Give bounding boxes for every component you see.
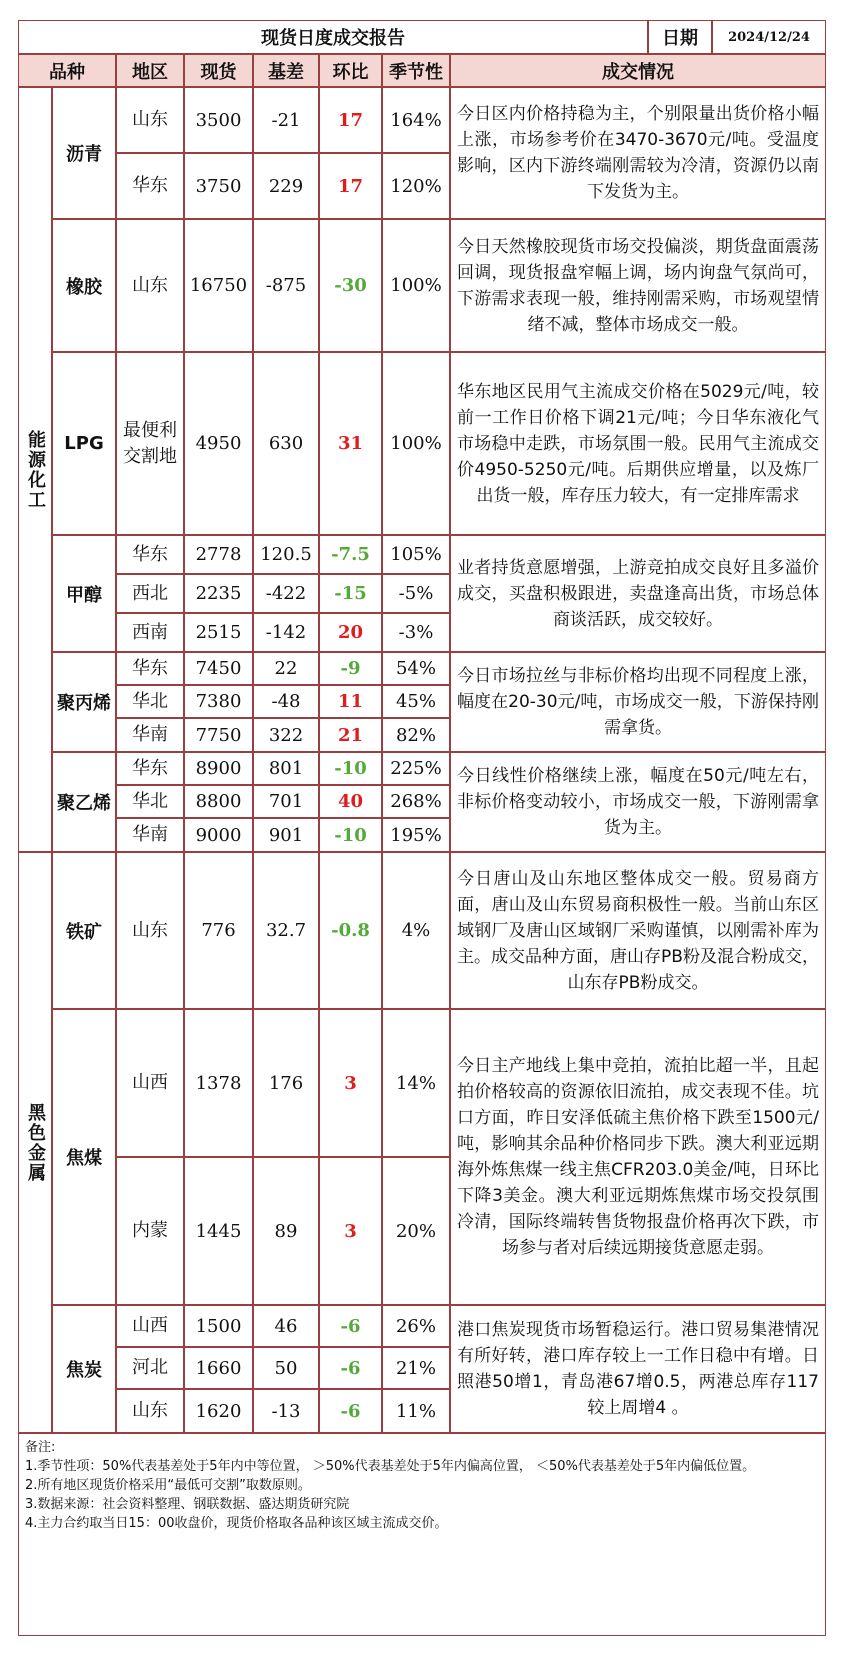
change-cell: -6 — [319, 1347, 382, 1389]
region-cell: 华东 — [116, 153, 184, 219]
basis-cell: 630 — [253, 352, 319, 535]
change-cell: 17 — [319, 87, 382, 153]
basis-cell: 46 — [253, 1305, 319, 1347]
product-name: 焦炭 — [52, 1305, 116, 1433]
seasonality-cell: 14% — [382, 1009, 450, 1157]
change-cell: -9 — [319, 652, 382, 685]
trading-description-text: 今日天然橡胶现货市场交投偏淡，期货盘面震荡回调，现货报盘窄幅上调，场内询盘气氛尚可，下游需求表现一般，维持刚需采购，市场观望情绪不减，整体市场成交一般。 — [457, 236, 819, 335]
spot-price-cell: 776 — [184, 852, 253, 1009]
basis-cell: 229 — [253, 153, 319, 219]
spot-price-cell: 4950 — [184, 352, 253, 535]
spot-price-cell: 16750 — [184, 219, 253, 352]
product-name: LPG — [52, 352, 116, 535]
trading-description — [450, 752, 826, 852]
spot-price-cell: 1620 — [184, 1389, 253, 1433]
trading-description — [450, 219, 826, 352]
date-label: 日期 — [648, 20, 712, 54]
region-cell: 山西 — [116, 1009, 184, 1157]
notes-block — [18, 1433, 826, 1636]
change-cell: -0.8 — [319, 852, 382, 1009]
region-cell: 华东 — [116, 752, 184, 785]
product-name: 甲醇 — [52, 535, 116, 652]
basis-cell: -142 — [253, 613, 319, 652]
product-name: 橡胶 — [52, 219, 116, 352]
basis-cell: 801 — [253, 752, 319, 785]
basis-cell: 89 — [253, 1157, 319, 1305]
spot-price-cell: 3750 — [184, 153, 253, 219]
trading-description-text: 业者持货意愿增强，上游竞拍成交良好且多溢价成交，买盘积极跟进，卖盘逢高出货，市场总体商谈活跃，成交较好。 — [457, 557, 819, 630]
region-cell: 山东 — [116, 1389, 184, 1433]
seasonality-cell: 225% — [382, 752, 450, 785]
trading-description — [450, 1305, 826, 1433]
change-cell: 21 — [319, 718, 382, 752]
note-item: 4.主力合约取当日15：00收盘价，现货价格取各品种该区域主流成交价。 — [25, 1516, 448, 1531]
change-cell: 3 — [319, 1009, 382, 1157]
product-name: 聚丙烯 — [52, 652, 116, 752]
seasonality-cell: 4% — [382, 852, 450, 1009]
change-cell: -6 — [319, 1305, 382, 1347]
group-energy-chemicals: 能源化工 — [18, 87, 52, 852]
region-cell: 河北 — [116, 1347, 184, 1389]
seasonality-cell: 82% — [382, 718, 450, 752]
basis-cell: 901 — [253, 818, 319, 852]
trading-description — [450, 352, 826, 535]
trading-description-text: 港口焦炭现货市场暂稳运行。港口贸易集港情况有所好转，港口库存较上一工作日稳中有增。日照港50增1，青岛港67增0.5，两港总库存117较上周增4 。 — [457, 1320, 819, 1418]
change-cell: 3 — [319, 1157, 382, 1305]
seasonality-cell: 54% — [382, 652, 450, 685]
trading-description-text: 今日区内价格持稳为主，个别限量出货价格小幅上涨，市场参考价在3470-3670元/吨。受温度影响，区内下游终端刚需较为冷清，资源仍以南下发货为主。 — [457, 104, 819, 202]
change-cell: -30 — [319, 219, 382, 352]
header-seasonality: 季节性 — [382, 54, 450, 87]
note-item: 2.所有地区现货价格采用“最低可交割”取数原则。 — [25, 1478, 311, 1493]
basis-cell: 32.7 — [253, 852, 319, 1009]
basis-cell: -21 — [253, 87, 319, 153]
seasonality-cell: 105% — [382, 535, 450, 574]
trading-description — [450, 852, 826, 1009]
trading-description — [450, 1009, 826, 1305]
region-cell: 华南 — [116, 818, 184, 852]
seasonality-cell: 26% — [382, 1305, 450, 1347]
trading-description — [450, 652, 826, 752]
report-title: 现货日度成交报告 — [18, 20, 648, 54]
seasonality-cell: -5% — [382, 574, 450, 613]
seasonality-cell: 120% — [382, 153, 450, 219]
region-cell: 华东 — [116, 535, 184, 574]
seasonality-cell: 164% — [382, 87, 450, 153]
spot-price-cell: 8900 — [184, 752, 253, 785]
basis-cell: -422 — [253, 574, 319, 613]
region-cell: 山东 — [116, 219, 184, 352]
seasonality-cell: 20% — [382, 1157, 450, 1305]
seasonality-cell: 11% — [382, 1389, 450, 1433]
spot-price-cell: 2235 — [184, 574, 253, 613]
change-cell: -10 — [319, 752, 382, 785]
seasonality-cell: 45% — [382, 685, 450, 718]
trading-description-text: 今日主产地线上集中竞拍，流拍比超一半，且起拍价格较高的资源依旧流拍，成交表现不佳。坑口方面，昨日安泽低硫主焦价格下跌至1500元/吨，影响其余品种价格同步下跌。澳大利亚远期海外炼焦煤一线主焦CFR203.0美金/吨，日环比下降3美金。澳大利亚远期炼焦煤市场交投氛围冷清，国际终端转售货物报盘价格再次下跌，市场参与者对后续远期接货意愿走弱。 — [457, 1056, 819, 1258]
region-cell: 山西 — [116, 1305, 184, 1347]
change-cell: 11 — [319, 685, 382, 718]
seasonality-cell: 268% — [382, 785, 450, 818]
product-name: 铁矿 — [52, 852, 116, 1009]
change-cell: 40 — [319, 785, 382, 818]
header-region: 地区 — [116, 54, 184, 87]
region-cell: 华东 — [116, 652, 184, 685]
region-cell: 最便利交割地 — [116, 352, 184, 535]
seasonality-cell: 100% — [382, 352, 450, 535]
spot-price-cell: 2515 — [184, 613, 253, 652]
spot-price-cell: 3500 — [184, 87, 253, 153]
product-name: 沥青 — [52, 87, 116, 219]
basis-cell: -48 — [253, 685, 319, 718]
trading-description-text: 今日线性价格继续上涨，幅度在50元/吨左右，非标价格变动较小，市场成交一般，下游刚需拿货为主。 — [457, 766, 819, 838]
spot-price-cell: 7450 — [184, 652, 253, 685]
header-basis: 基差 — [253, 54, 319, 87]
basis-cell: 120.5 — [253, 535, 319, 574]
header-spot: 现货 — [184, 54, 253, 87]
report-date: 2024/12/24 — [712, 20, 826, 54]
basis-cell: -875 — [253, 219, 319, 352]
seasonality-cell: 195% — [382, 818, 450, 852]
product-name: 聚乙烯 — [52, 752, 116, 852]
change-cell: -10 — [319, 818, 382, 852]
region-cell: 华北 — [116, 785, 184, 818]
group-ferrous-metals: 黑色金属 — [18, 852, 52, 1433]
basis-cell: 322 — [253, 718, 319, 752]
trading-description-text: 今日市场拉丝与非标价格均出现不同程度上涨，幅度在20-30元/吨，市场成交一般，下游保持刚需拿货。 — [457, 666, 819, 738]
header-trading: 成交情况 — [450, 54, 826, 87]
trading-description-text: 今日唐山及山东地区整体成交一般。贸易商方面，唐山及山东贸易商积极性一般。当前山东区域钢厂及唐山区域钢厂采购谨慎，以刚需补库为主。成交品种方面，唐山存PB粉及混合粉成交，山东存PB粉成交。 — [457, 868, 819, 993]
region-cell: 华北 — [116, 685, 184, 718]
spot-price-cell: 1660 — [184, 1347, 253, 1389]
basis-cell: 176 — [253, 1009, 319, 1157]
change-cell: -7.5 — [319, 535, 382, 574]
spot-price-cell: 1378 — [184, 1009, 253, 1157]
region-cell: 华南 — [116, 718, 184, 752]
spot-price-cell: 9000 — [184, 818, 253, 852]
basis-cell: 701 — [253, 785, 319, 818]
trading-description — [450, 87, 826, 219]
spot-price-cell: 7750 — [184, 718, 253, 752]
product-name: 焦煤 — [52, 1009, 116, 1305]
header-change: 环比 — [319, 54, 382, 87]
change-cell: 20 — [319, 613, 382, 652]
region-cell: 山东 — [116, 852, 184, 1009]
seasonality-cell: 100% — [382, 219, 450, 352]
change-cell: 17 — [319, 153, 382, 219]
change-cell: 31 — [319, 352, 382, 535]
seasonality-cell: -3% — [382, 613, 450, 652]
spot-price-cell: 2778 — [184, 535, 253, 574]
trading-description — [450, 535, 826, 652]
seasonality-cell: 21% — [382, 1347, 450, 1389]
spot-price-cell: 1500 — [184, 1305, 253, 1347]
notes-label: 备注: — [25, 1440, 56, 1455]
basis-cell: -13 — [253, 1389, 319, 1433]
change-cell: -15 — [319, 574, 382, 613]
trading-description-text: 华东地区民用气主流成交价格在5029元/吨，较前一工作日价格下调21元/吨；今日华东液化气市场稳中走跌，市场氛围一般。民用气主流成交价4950-5250元/吨。后期供应增量，以及炼厂出货一般，库存压力较大，有一定排库需求 — [457, 381, 819, 506]
region-cell: 西南 — [116, 613, 184, 652]
basis-cell: 50 — [253, 1347, 319, 1389]
spot-price-cell: 7380 — [184, 685, 253, 718]
spot-price-cell: 8800 — [184, 785, 253, 818]
change-cell: -6 — [319, 1389, 382, 1433]
region-cell: 山东 — [116, 87, 184, 153]
note-item: 1.季节性项：50%代表基差处于5年内中等位置， ＞50%代表基差处于5年内偏高位置， ＜50%代表基差处于5年内偏低位置。 — [25, 1459, 756, 1474]
basis-cell: 22 — [253, 652, 319, 685]
region-cell: 内蒙 — [116, 1157, 184, 1305]
spot-price-cell: 1445 — [184, 1157, 253, 1305]
note-item: 3.数据来源：社会资料整理、钢联数据、盛达期货研究院 — [25, 1497, 350, 1512]
header-product: 品种 — [18, 54, 116, 87]
region-cell: 西北 — [116, 574, 184, 613]
